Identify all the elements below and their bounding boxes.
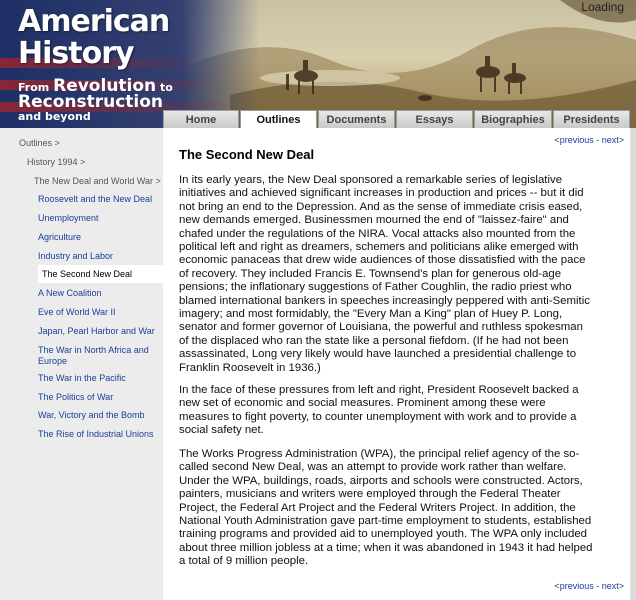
sidebar-item-politics-of-war[interactable]: The Politics of War [38,392,114,402]
paragraph-3: The Works Progress Administration (WPA), the principal relief agency of the so-called second New Deal, was an attempt to provide work rather than welfare. Under the WPA, buildings, roads, airports and schools were constructed. Actors, painters, musicians and writers were employed through the Federal Theater Project, the Federal Art Project and the Federal Writers Project. In addition, the National Youth Administration gave part-time employment to students, established training programs and provided aid to unemployed youth. The WPA only included about three million jobless at a time; when it was abandoned in 1943 it had helped a total of 9 million people. [179,448,593,568]
sidebar-item-agriculture[interactable]: Agriculture [38,232,82,242]
sidebar-item-second-new-deal[interactable]: The Second New Deal [38,265,163,283]
tab-presidents[interactable]: Presidents [553,110,630,128]
sidebar-item-industry-labor[interactable]: Industry and Labor [38,251,114,261]
tab-biographies[interactable]: Biographies [474,110,552,128]
sidebar-item-war-in-pacific[interactable]: The War in the Pacific [38,373,126,383]
page-title: The Second New Deal [179,147,315,162]
pager-dash: - [593,135,602,145]
subtitle-to: to [160,81,173,94]
next-link-bottom[interactable]: next [601,581,619,591]
sidebar-item-rise-industrial-unions[interactable]: The Rise of Industrial Unions [38,429,154,439]
paragraph-1: In its early years, the New Deal sponsored a remarkable series of legislative initiatives and achieved significant increases in production and prices -- but it did not bring an end to the Depression. And as the sense of immediate crisis eased, new demands emerged. Businessmen mourned the end of "laissez-faire" and chafed under the regulations of the NIRA. Vocal attacks also mounted from the political left and right as dreamers, schemers and politicians alike emerged with economic panaceas that drew wide audiences of those dissatisfied with the pace of recovery. They included Francis E. Townsend's plan for generous old-age pensions; the inflationary suggestions of Father Coughlin, the radio priest who blamed international bankers in speeches increasingly peppered with anti-Semitic imagery; and most formidably, the "Every Man a King" plan of Huey P. Long, senator and former governor of Louisiana, the powerful and ruthless spokesman of the displaced who ran the state like a personal fiefdom. (If he had not been assassinated, Long very likely would have launched a presidential challenge to Franklin Roosevelt in 1936.) [179,174,590,374]
subtitle-revolution: Revolution [53,76,157,96]
sidebar-item-japan-pearl-harbor[interactable]: Japan, Pearl Harbor and War [38,326,155,336]
site-title-line2: History [18,36,134,71]
next-link[interactable]: next [601,135,619,145]
loading-indicator: Loading [581,0,624,14]
pager-dash-bottom: - [593,581,602,591]
sidebar-item-new-coalition[interactable]: A New Coalition [38,288,102,298]
pager-lt: < [554,135,560,145]
sidebar-item-unemployment[interactable]: Unemployment [38,213,99,223]
sidebar-item-roosevelt-new-deal[interactable]: Roosevelt and the New Deal [38,194,153,204]
tab-outlines[interactable]: Outlines [240,110,317,129]
pager-lt-bottom: < [554,581,560,591]
pager-bottom [554,581,624,591]
subtitle-reconstruction: Reconstruction [18,92,164,112]
tab-home[interactable]: Home [163,110,239,128]
site-banner [0,0,636,128]
subtitle-and-beyond: and beyond [18,110,91,123]
sidebar-item-eve-of-wwii[interactable]: Eve of World War II [38,307,116,317]
pager-gt: > [618,135,624,145]
breadcrumb-outlines[interactable]: Outlines > [19,138,60,148]
pager-top [554,135,624,145]
site-title-line1: American [18,4,170,39]
tab-essays[interactable]: Essays [396,110,473,128]
previous-link[interactable]: previous [559,135,594,145]
breadcrumb-new-deal-world-war[interactable]: The New Deal and World War > [34,176,161,186]
breadcrumb-history-1994[interactable]: History 1994 > [27,157,86,167]
sidebar-item-war-victory-bomb[interactable]: War, Victory and the Bomb [38,410,145,420]
pager-gt-bottom: > [618,581,624,591]
sidebar-item-war-north-africa-europe[interactable]: The War in North Africa and Europe [38,345,149,366]
paragraph-2: In the face of these pressures from left and right, President Roosevelt backed a new set of economic and social measures. Prominent among these were measures to fight poverty, to counter unemployment with work and to provide a social safety net. [179,384,579,437]
sidebar [0,128,163,600]
vertical-scrollbar[interactable] [630,128,636,600]
main-content [163,128,630,600]
tab-documents[interactable]: Documents [318,110,395,128]
subtitle-from: From [18,81,50,94]
previous-link-bottom[interactable]: previous [559,581,594,591]
